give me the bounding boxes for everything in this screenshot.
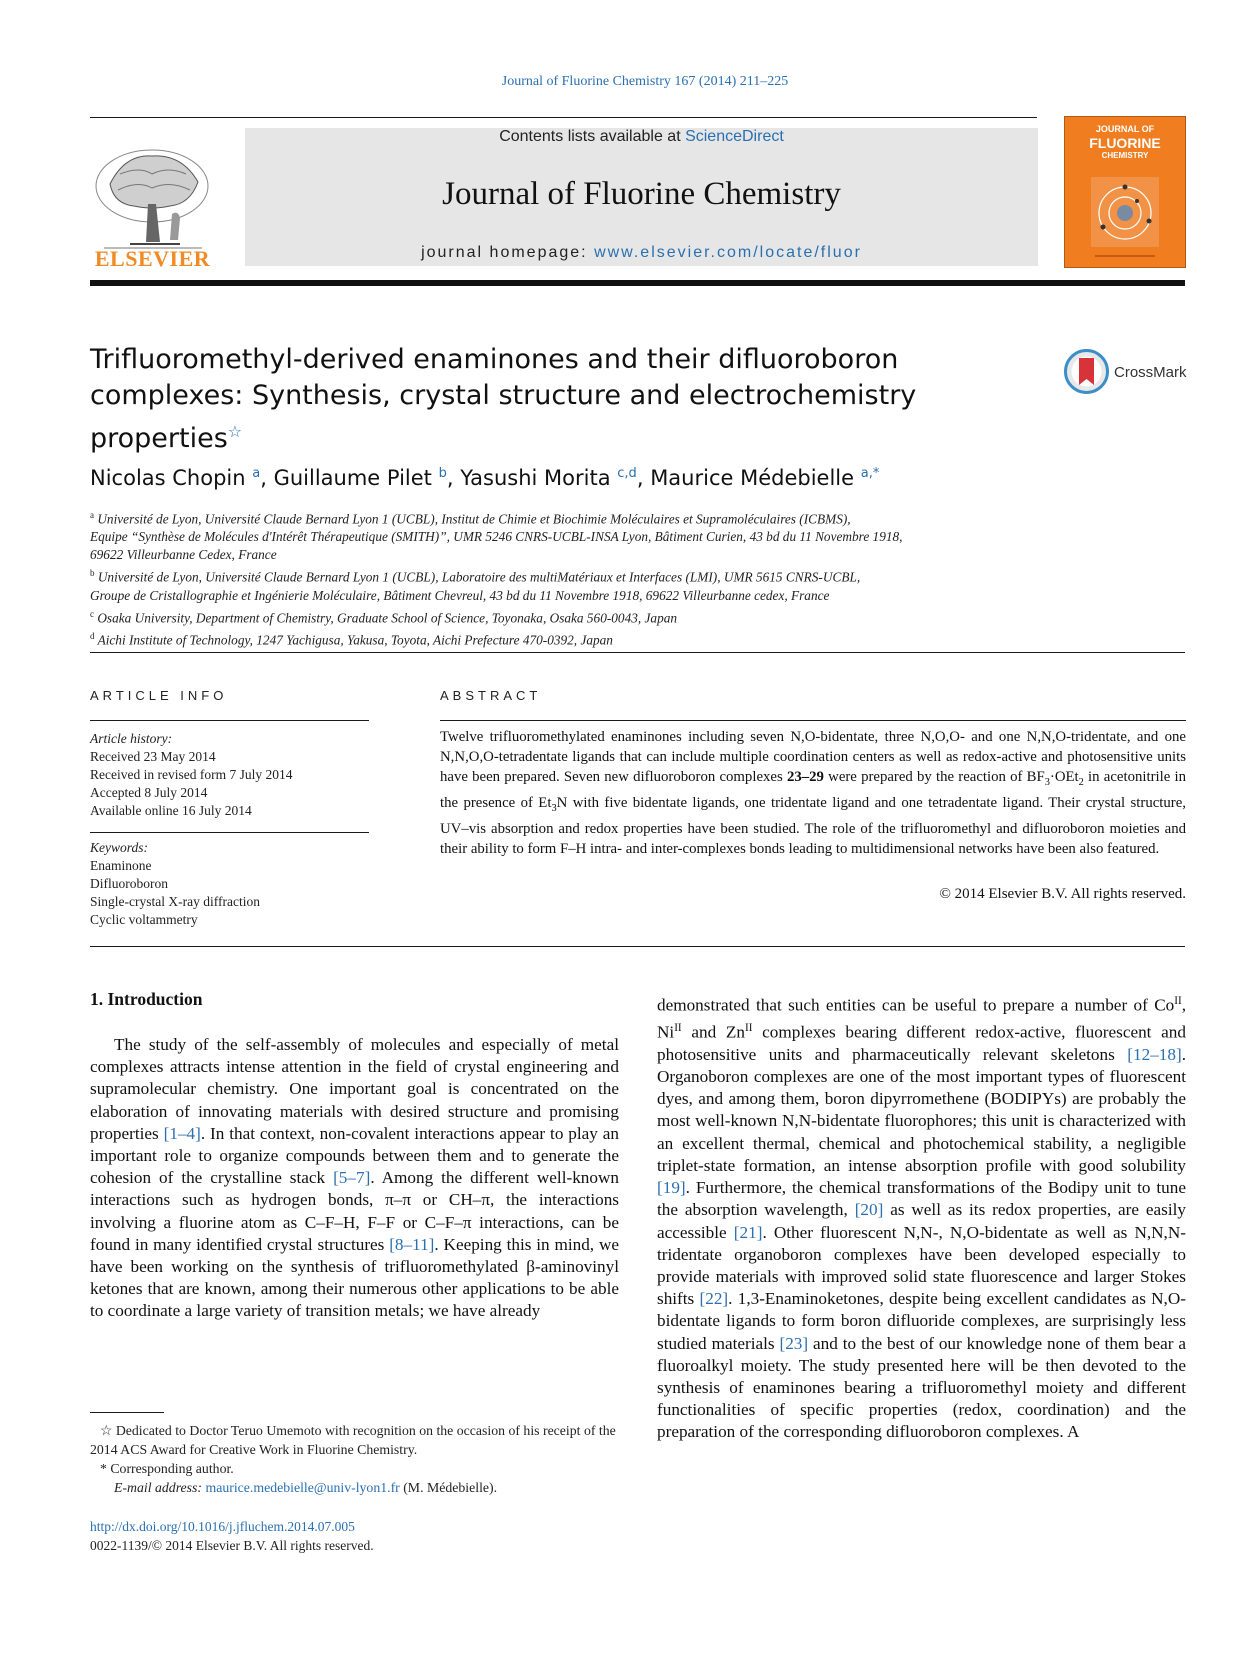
article-history [90,730,370,820]
affiliation-mark: d [90,631,95,642]
author[interactable]: Yasushi Morita $^{c,d}$ [460,466,637,490]
affiliation-line: Equipe “Synthèse de Molécules d'Intérêt Thérapeutique (SMITH)”, UMR 5246 CNRS-UCBL-INSA Lyon, Bâtiment Curien, 43 bd du 11 Novembre 1918, [90,529,903,545]
reference-link[interactable]: [21] [733,1222,763,1242]
history-item: Accepted 8 July 2014 [90,785,208,800]
contents-line [245,128,1038,146]
footnotes [90,1421,619,1497]
reference-link[interactable]: [5–7] [333,1168,371,1188]
sciencedirect-link[interactable]: ScienceDirect [685,128,784,145]
author-affiliation-mark[interactable]: a [252,466,261,481]
journal-name: Journal of Fluorine Chemistry [442,176,841,212]
affiliation-b: $^b$ Université de Lyon, Université Claude Bernard Lyon 1 (UCBL), Laboratoire des multiMatériaux et Interfaces (LMI), UMR 5615 CNRS-UCBL, [90,568,861,585]
author-affiliation-mark[interactable]: a,* [860,466,880,481]
title-line-3 [90,414,990,457]
elsevier-wordmark[interactable]: ELSEVIER [94,246,211,271]
atom-icon [1085,175,1165,250]
reference-link[interactable]: [8–11] [389,1234,435,1254]
section-heading: 1. Introduction [90,989,203,1009]
affiliation-line: 69622 Villeurbanne Cedex, France [90,547,277,563]
keyword: Enaminone [90,858,152,873]
title-footnote-mark[interactable]: ☆ [227,422,243,441]
cover-line-1: JOURNAL OF [1095,124,1155,134]
email-link[interactable]: maurice.medebielle@univ-lyon1.fr [205,1480,400,1495]
author[interactable]: Maurice Médebielle $^{a,*}$ [650,466,880,490]
journal-citation[interactable]: Journal of Fluorine Chemistry 167 (2014) 211–225 [501,74,789,89]
author-separator: , [260,466,274,490]
asterisk-mark: * [100,1461,107,1476]
article-info-rule [90,720,369,721]
author-separator: , [636,466,651,490]
abstract-text: Twelve trifluoromethylated enaminones including seven N,O-bidentate, three N,O,O- and one N,N,O-tridentate, and one N,N,O,O-tetradentate ligands that can include multiple coordination centers as well as redox-active and photosensitive units have been prepared. Seven new difluoroboron complexes 23–29 were prepared by the reaction of $BF_3\cdot OEt_2$ in acetonitrile in the presence of $Et_3N$ with five bidentate ligands, one tridentate ligand and one tetradentate ligand. Their crystal structure, UV–vis absorption and redox properties have been studied. The role of the trifluoromethyl and difluoroboron moieties and their ability to form F–H intra- and inter-complexes bonds leading to multidimensional networks have been also featured. [440,729,1186,857]
keyword: Difluoroboron [90,876,168,891]
journal-cover[interactable] [1064,116,1186,268]
dedication-footnote: ☆ Dedicated to Doctor Teruo Umemoto with recognition on the occasion of his receipt of the 2014 ACS Award for Creative Work in Fluorine Chemistry. [90,1423,616,1457]
keywords [90,839,370,929]
affiliation-c: $^c$ Osaka University, Department of Chemistry, Graduate School of Science, Toyonaka, Osaka 560-0043, Japan [90,608,678,626]
title-line-3-text: properties [90,423,228,454]
reference-link[interactable]: [19] [657,1178,686,1198]
header-rule [90,117,1037,118]
history-label: Article history: [90,731,173,746]
homepage-link[interactable]: www.elsevier.com/locate/fluor [594,244,862,261]
author[interactable]: Guillaume Pilet $^b$ [273,466,447,490]
author[interactable]: Nicolas Chopin $^a$ [90,466,261,490]
reference-link[interactable]: [20] [854,1200,884,1220]
title-line-2: complexes: Synthesis, crystal structure and electrochemistry [90,380,917,411]
history-item: Available online 16 July 2014 [90,803,252,818]
abstract-rule [440,720,1186,721]
doi-link[interactable]: http://dx.doi.org/10.1016/j.jfluchem.2014.07.005 [90,1519,355,1534]
affiliation-mark: b [90,568,95,579]
author-affiliation-mark[interactable]: b [438,466,447,481]
email-footnote: E-mail address: maurice.medebielle@univ-lyon1.fr (M. Médebielle). [114,1480,498,1495]
article-title [90,342,990,457]
homepage-line [245,244,1038,262]
crossmark-icon[interactable] [1064,349,1109,394]
abstract-heading: ABSTRACT [440,688,542,703]
affiliations-rule [90,652,1185,653]
affiliation-mark: a [90,510,94,520]
footnote-rule [90,1412,164,1413]
affiliation-d: $^d$ Aichi Institute of Technology, 1247 Yachigusa, Yakusa, Toyota, Aichi Prefecture 470-0392, Japan [90,631,613,648]
reference-link[interactable]: [23] [779,1333,809,1353]
affiliation-mark: c [90,608,94,619]
author-separator: , [446,466,461,490]
reference-link[interactable]: [12–18] [1127,1044,1182,1064]
article-info-heading: ARTICLE INFO [90,688,228,703]
abstract-end-rule [90,946,1185,947]
intro-paragraph-continued: demonstrated that such entities can be useful to prepare a number of $Co^{II}$, $Ni^{II}$ and $Zn^{II}$ complexes bearing different redox-active, fluorescent and photosensitive units and pharmaceutically relevant skeletons [12–18]. Organoboron complexes are one of the most important types of fluorescent dyes, and among them, boron dipyrromethene (BODIPYs) are probably the most well-known N,N-bidentate fluorophores; this unit is characterized with an excellent thermal, chemical and photochemical stability, a negligible triplet-state formation, an intense absorption profile with good solubility [19]. Furthermore, the chemical transformations of the Bodipy unit to tune the absorption wavelength, [20] as well as its redox properties, are easily accessible [21]. Other fluorescent N,N-, N,O-bidentate as well as N,N,N-tridentate organoboron complexes have been developed especially to provide materials with improved solid state fluorescence and larger Stokes shifts [22]. 1,3-Enaminoketones, despite being excellent candidates as N,O-bidentate ligands to form boron difluoride complexes, are surprisingly less studied materials [23] and to the best of our knowledge none of them bear a fluoroalkyl moiety. The study presented here will be then devoted to the synthesis of enaminones bearing a trifluoromethyl moiety and different functionalities of specific properties (redox, coordination) and the preparation of the corresponding difluoroboron complexes. A [657,995,1186,1442]
keywords-rule [90,832,369,833]
keyword: Cyclic voltammetry [90,912,198,927]
affiliation-a: $^a$ Université de Lyon, Université Claude Bernard Lyon 1 (UCBL), Institut de Chimie et Biochimie Moléculaires et Supramoléculaires (ICBMS), [90,510,851,527]
body-column-right [657,990,1186,1444]
abstract-copyright: © 2014 Elsevier B.V. All rights reserved. [939,886,1186,902]
star-mark: ☆ [100,1423,113,1438]
homepage-prefix: journal homepage: [421,244,595,261]
body-column-left [90,1034,619,1323]
intro-paragraph: The study of the self-assembly of molecules and especially of metal complexes attracts intense attention in the field of crystal engineering and supramolecular chemistry. One important goal is concentrated on the elaboration of innovating materials with desired structure and promising properties [1–4]. In that context, non-covalent interactions appear to play an important role to organize compounds between them and to generate the cohesion of the crystalline stack [5–7]. Among the different well-known interactions such as hydrogen bonds, π–π or CH–π, the interactions involving a fluorine atom as C–F–H, F–F or C–F–π interactions, can be found in many identified crystal structures [8–11]. Keeping this in mind, we have been working on the synthesis of trifluoromethylated β-aminovinyl ketones that are known, among their numerous other applications to be able to coordinate a large variety of transition metals; we have already [90,1035,620,1321]
title-line-1: Trifluoromethyl-derived enaminones and their difluoroboron [90,344,899,375]
reference-link[interactable]: [1–4] [163,1123,201,1143]
history-item: Received in revised form 7 July 2014 [90,767,293,782]
history-item: Received 23 May 2014 [90,749,216,764]
reference-link[interactable]: [22] [699,1289,729,1309]
header-thick-rule [90,280,1185,286]
affiliation-line: Groupe de Cristallographie et Ingénierie Moléculaire, Bâtiment Chevreul, 43 bd du 11 Novembre 1918, 69622 Villeurbanne cedex, France [90,587,830,603]
contents-prefix: Contents lists available at [499,128,686,145]
author-affiliation-mark[interactable]: c,d [617,466,637,481]
email-label: E-mail address: [114,1480,206,1495]
cover-line-3: CHEMISTRY [1101,151,1149,160]
corresponding-footnote: * Corresponding author. [100,1461,234,1476]
affiliations [90,506,1050,650]
crossmark-label[interactable]: CrossMark [1114,364,1187,381]
doi-block [90,1517,374,1555]
author-list [90,466,879,490]
cover-stripe [1095,255,1155,257]
keywords-label: Keywords: [90,840,148,855]
keyword: Single-crystal X-ray diffraction [90,894,260,909]
issn-line: 0022-1139/© 2014 Elsevier B.V. All rights reserved. [90,1538,374,1553]
compound-range: 23–29 [786,769,824,785]
cover-line-2: FLUORINE [1089,135,1161,151]
